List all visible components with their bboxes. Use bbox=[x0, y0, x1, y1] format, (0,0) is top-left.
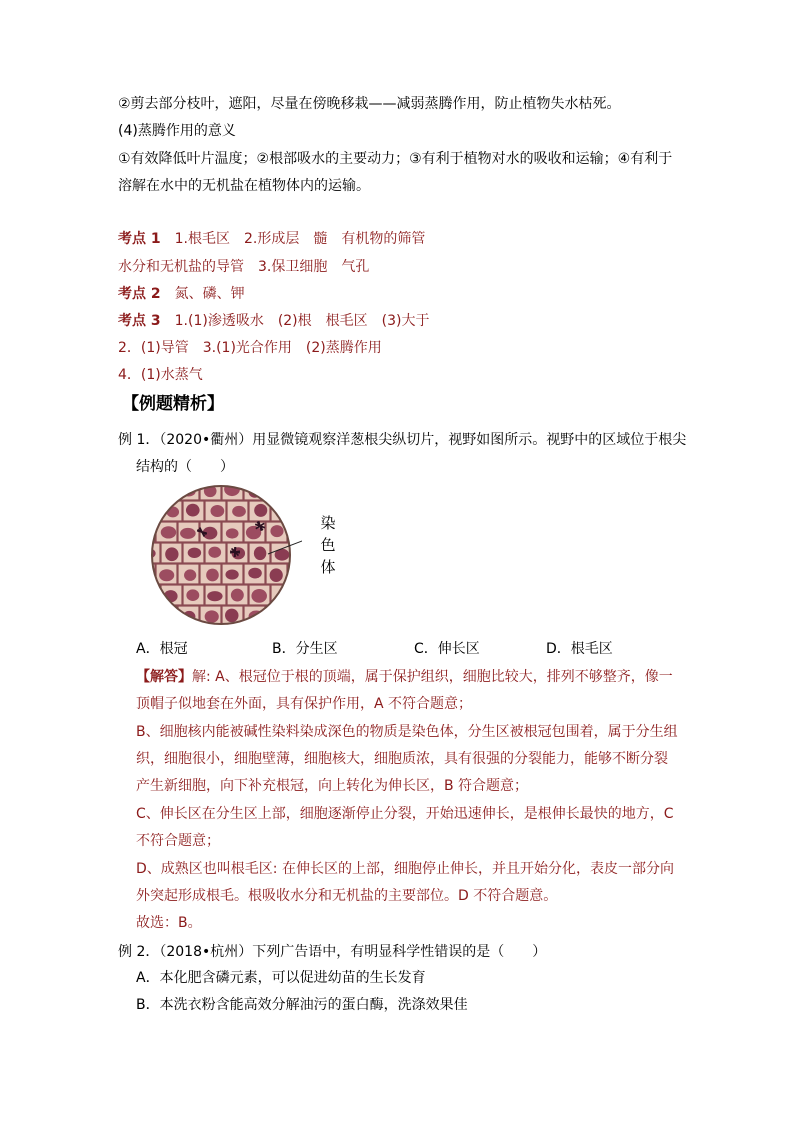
cell-nucleus bbox=[231, 589, 244, 602]
cell-nucleus bbox=[160, 612, 174, 623]
answer-line-5: 4．(1)水蒸气 bbox=[118, 367, 203, 383]
cell bbox=[288, 606, 302, 626]
cell-nucleus bbox=[292, 570, 302, 581]
cell-nucleus bbox=[145, 505, 158, 517]
cell-nucleus bbox=[292, 525, 302, 538]
solution-line: D、成熟区也叫根毛区: 在伸长区的上部，细胞停止伸长，并且开始分化，表皮一部分向 bbox=[136, 861, 674, 877]
cell-nucleus bbox=[271, 484, 284, 497]
text-line: 溶解在水中的无机盐在植物体内的运输。 bbox=[118, 178, 370, 194]
cell-nucleus bbox=[225, 609, 239, 623]
cell-nucleus bbox=[180, 528, 196, 539]
cell-nucleus bbox=[186, 589, 199, 601]
microscope-figure bbox=[140, 484, 302, 626]
solution-line: B、细胞核内能被碱性染料染成深色的物质是染色体，分生区被根冠包围着，属于分生组 bbox=[136, 724, 678, 740]
cell-nucleus bbox=[159, 569, 174, 581]
cell-nucleus bbox=[208, 547, 221, 558]
label-char: 染 bbox=[320, 514, 336, 532]
cell-nucleus bbox=[270, 568, 283, 582]
cell-nucleus bbox=[188, 548, 201, 558]
cell-nucleus bbox=[207, 591, 222, 601]
cell-nucleus bbox=[161, 526, 176, 538]
cell bbox=[156, 606, 177, 626]
cell-nucleus bbox=[291, 609, 302, 622]
option-b: B．本洗衣粉含能高效分解油污的蛋白酶，洗涤效果佳 bbox=[136, 997, 468, 1013]
label-char: 色 bbox=[320, 536, 336, 554]
kaodian-label: 考点 3 bbox=[118, 313, 161, 329]
section-title: 【例题精析】 bbox=[122, 394, 224, 414]
cell-nucleus bbox=[142, 590, 156, 601]
cell bbox=[140, 522, 155, 542]
cell-nucleus bbox=[140, 526, 151, 538]
solution-text: 解: A、根冠位于根的顶端，属于保护组织，细胞比较大，排列不够整齐，像一 bbox=[192, 669, 673, 685]
cell-nucleus bbox=[232, 506, 246, 517]
solution-answer: 故选：B。 bbox=[136, 915, 202, 931]
answer-line-3 bbox=[118, 311, 429, 331]
cell-nucleus bbox=[254, 504, 267, 517]
option-a: A．本化肥含磷元素，可以促进幼苗的生长发育 bbox=[136, 970, 426, 986]
subheading: (4)蒸腾作用的意义 bbox=[118, 123, 236, 139]
cell bbox=[140, 606, 155, 626]
chromosome-label bbox=[318, 512, 338, 578]
cell-nucleus bbox=[246, 526, 261, 539]
cell bbox=[293, 543, 302, 563]
cell bbox=[288, 522, 302, 542]
cell-nucleus bbox=[140, 567, 153, 579]
cell-nucleus bbox=[251, 589, 267, 603]
cell-nucleus bbox=[248, 568, 262, 579]
text-line: ②剪去部分枝叶，遮阳，尽量在傍晚移栽——减弱蒸腾作用，防止植物失水枯死。 bbox=[118, 96, 621, 112]
answer-line-4: 2．(1)导管 3.(1)光合作用 (2)蒸腾作用 bbox=[118, 340, 382, 356]
solution-line: C、伸长区在分生区上部，细胞逐渐停止分裂，开始迅速伸长，是根伸长最快的地方，C bbox=[136, 806, 674, 822]
cell-nucleus bbox=[225, 570, 238, 580]
option-d: D．根毛区 bbox=[546, 641, 613, 657]
cell-nucleus bbox=[159, 484, 175, 495]
solution-line: 产生新细胞，向下补充根冠，向上转化为伸长区，B 符合题意； bbox=[136, 778, 529, 794]
cell bbox=[288, 484, 302, 500]
solution-line: 顶帽子似地套在外面，具有保护作用，A 不符合题意； bbox=[136, 696, 473, 712]
cell-nucleus bbox=[184, 569, 196, 580]
cell bbox=[140, 543, 160, 563]
cell-nucleus bbox=[186, 504, 200, 517]
cell-nucleus bbox=[296, 589, 302, 603]
answer-text: 氮、磷、钾 bbox=[174, 286, 245, 302]
cell bbox=[156, 484, 177, 500]
cell bbox=[266, 484, 287, 500]
question-1-cont: 结构的（ ） bbox=[136, 459, 234, 475]
question-2: 例 2．（2018•杭州）下列广告语中，有明显科学性错误的是（ ） bbox=[118, 944, 547, 960]
cell-nucleus bbox=[206, 569, 219, 582]
solution-line bbox=[136, 667, 673, 687]
solution-line: 织，细胞很小，细胞壁薄，细胞核大，细胞质浓，具有很强的分裂能力，能够不断分裂 bbox=[136, 751, 668, 767]
solution-line: 不符合题意； bbox=[136, 833, 220, 849]
cell-nucleus bbox=[205, 610, 219, 622]
solution-tag: 【解答】 bbox=[136, 669, 192, 685]
cell-nucleus bbox=[140, 485, 151, 496]
cell bbox=[293, 501, 302, 521]
text-line: ①有效降低叶片温度；②根部吸水的主要动力；③有利于植物对水的吸收和运输；④有利于 bbox=[118, 151, 673, 167]
cell-nucleus bbox=[298, 547, 302, 560]
cell bbox=[288, 564, 302, 584]
cell-nucleus bbox=[210, 505, 224, 517]
cell-nucleus bbox=[292, 485, 302, 496]
cell bbox=[140, 585, 160, 605]
cell bbox=[140, 501, 160, 521]
label-char: 体 bbox=[320, 558, 336, 576]
cell-nucleus bbox=[142, 548, 156, 558]
answer-line-1 bbox=[118, 229, 425, 249]
cell bbox=[266, 606, 287, 626]
option-a: A．根冠 bbox=[136, 641, 188, 657]
option-b: B．分生区 bbox=[272, 641, 338, 657]
cell-nucleus bbox=[165, 547, 178, 561]
cell bbox=[140, 484, 155, 500]
cell-nucleus bbox=[272, 611, 285, 622]
cell-nucleus bbox=[298, 504, 302, 515]
cell bbox=[293, 585, 302, 605]
answer-line-2 bbox=[118, 284, 245, 304]
answer-line-1b: 水分和无机盐的导管 3.保卫细胞 气孔 bbox=[118, 259, 370, 275]
answer-text: 1.根毛区 2.形成层 髓 有机物的筛管 bbox=[174, 231, 426, 247]
cell-grid bbox=[140, 484, 302, 626]
cell-nucleus bbox=[254, 546, 266, 560]
cell-nucleus bbox=[140, 611, 152, 623]
cell-nucleus bbox=[270, 525, 283, 537]
cell-nucleus bbox=[226, 528, 239, 538]
kaodian-label: 考点 1 bbox=[118, 231, 161, 247]
answer-text: 1.(1)渗透吸水 (2)根 根毛区 (3)大于 bbox=[174, 313, 430, 329]
option-c: C．伸长区 bbox=[414, 641, 480, 657]
solution-line: 外突起形成根毛。根吸收水分和无机盐的主要部位。D 不符合题意。 bbox=[136, 888, 558, 904]
kaodian-label: 考点 2 bbox=[118, 286, 161, 302]
cell-nucleus bbox=[167, 507, 180, 518]
question-1: 例 1．（2020•衢州）用显微镜观察洋葱根尖纵切片，视野如图所示。视野中的区域位于根尖 bbox=[118, 432, 687, 448]
